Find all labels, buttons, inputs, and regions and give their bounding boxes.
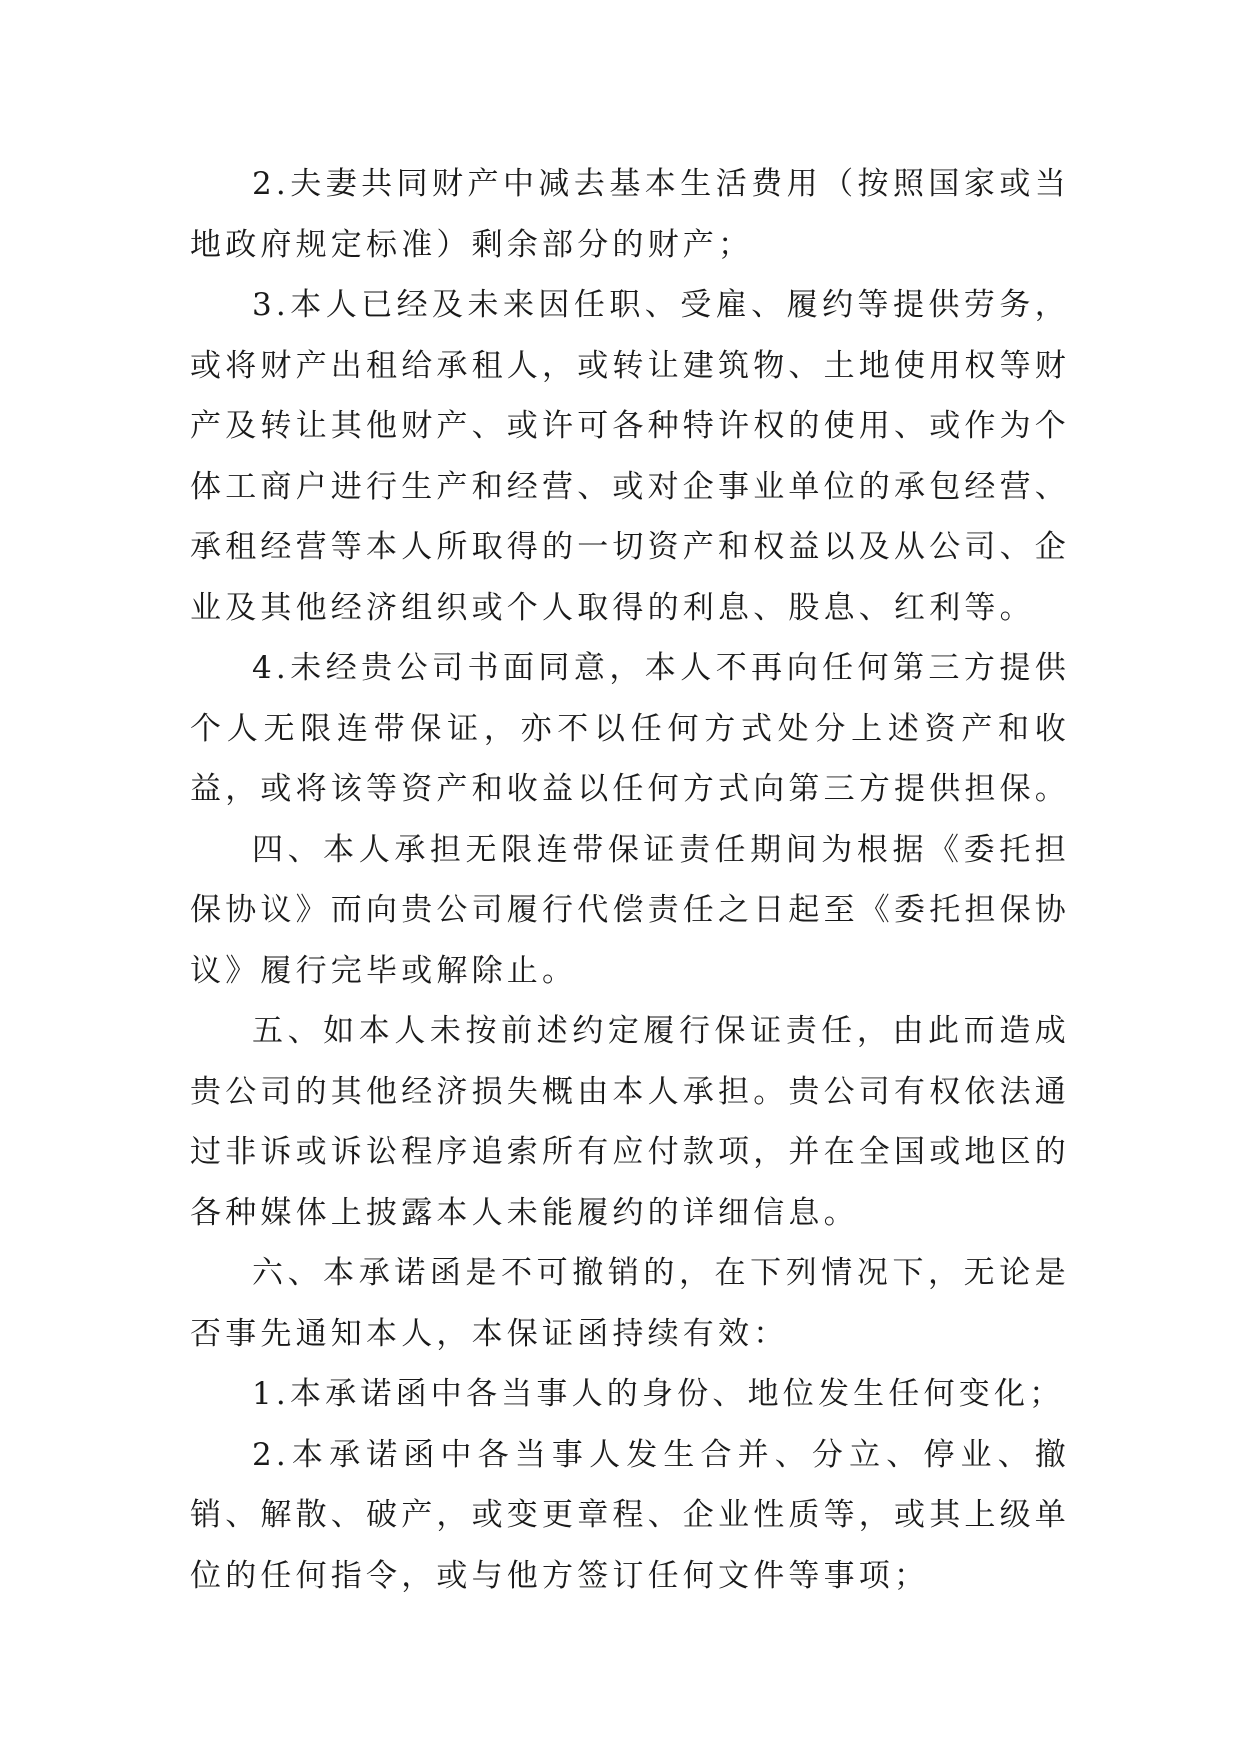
paragraph-item-2-merger-dissolution: 2.本承诺函中各当事人发生合并、分立、停业、撤销、解散、破产，或变更章程、企业性质等，或其上级单位的任何指令，或与他方签订任何文件等事项； — [190, 1436, 1070, 1594]
paragraph-item-1-identity-change: 1.本承诺函中各当事人的身份、地位发生任何变化； — [252, 1376, 1065, 1412]
paragraph-section-4-guarantee-period: 四、本人承担无限连带保证责任期间为根据《委托担保协议》而向贵公司履行代偿责任之日起至《委托担保协议》履行完毕或解除止。 — [190, 831, 1070, 989]
paragraph-section-5-liability: 五、如本人未按前述约定履行保证责任，由此而造成贵公司的其他经济损失概由本人承担。贵公司有权依法通过非诉或诉讼程序追索所有应付款项，并在全国或地区的各种媒体上披露本人未能履约的详细信息。 — [190, 1013, 1070, 1231]
paragraph-item-2-joint-property: 2.夫妻共同财产中减去基本生活费用（按照国家或当地政府规定标准）剩余部分的财产； — [190, 166, 1070, 263]
paragraph-item-4-no-third-party-guarantee: 4.未经贵公司书面同意，本人不再向任何第三方提供个人无限连带保证，亦不以任何方式处分上述资产和收益，或将该等资产和收益以任何方式向第三方提供担保。 — [190, 650, 1070, 807]
document-body — [190, 154, 1070, 1606]
paragraph-item-3-income-assets: 3.本人已经及未来因任职、受雇、履约等提供劳务，或将财产出租给承租人，或转让建筑物、土地使用权等财产及转让其他财产、或许可各种特许权的使用、或作为个体工商户进行生产和经营、或对企事业单位的承包经营、承租经营等本人所取得的一切资产和权益以及从公司、企业及其他经济组织或个人取得的利息、股息、红利等。 — [190, 287, 1070, 626]
paragraph-section-6-irrevocable: 六、本承诺函是不可撤销的，在下列情况下，无论是否事先通知本人，本保证函持续有效： — [190, 1255, 1070, 1352]
